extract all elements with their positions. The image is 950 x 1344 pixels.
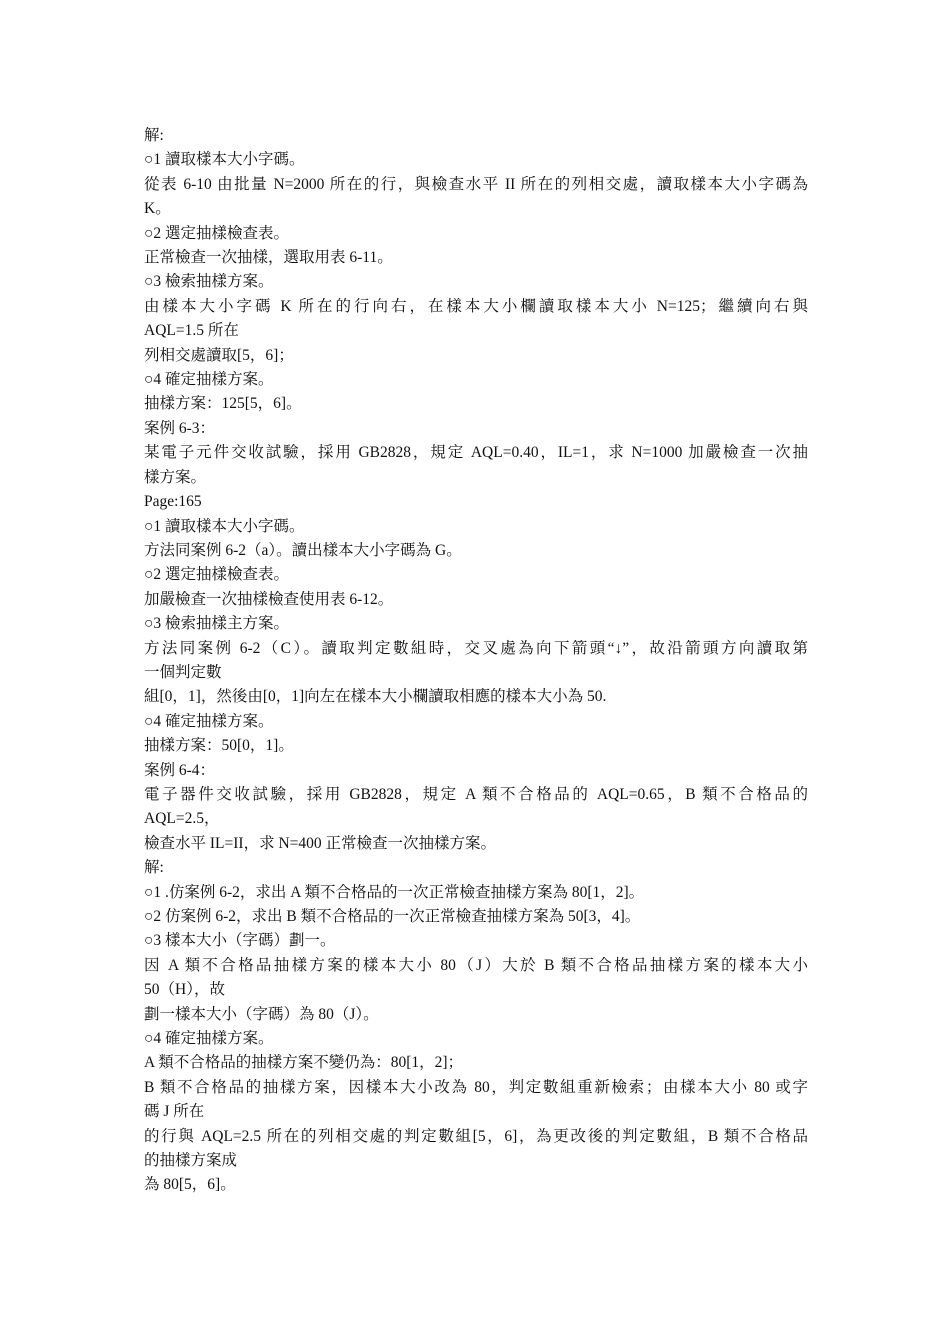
- text-line: 的抽樣方案成: [144, 1152, 238, 1170]
- text-line: ○1 .仿案例 6-2，求出 A 類不合格品的一次正常檢查抽樣方案為 80[1，2]。: [144, 883, 645, 901]
- text-line: ○4 確定抽樣方案。: [144, 1030, 274, 1048]
- text-line: 檢查水平 IL=II，求 N=400 正常檢查一次抽樣方案。: [144, 834, 497, 852]
- text-line: 解:: [144, 859, 164, 877]
- text-line: 組[0，1]，然後由[0，1]向左在樣本大小欄讀取相應的樣本大小為 50.: [144, 688, 607, 706]
- text-line: 方法同案例 6-2（a）。讀出樣本大小字碼為 G。: [144, 541, 462, 559]
- text-line: B 類不合格品的抽樣方案，因樣本大小改為 80，判定數組重新檢索；由樣本大小 80 或字: [144, 1078, 808, 1096]
- text-line: 列相交處讀取[5，6]；: [144, 346, 294, 364]
- text-line: ○2 仿案例 6-2，求出 B 類不合格品的一次正常檢查抽樣方案為 50[3，4]。: [144, 908, 641, 925]
- text-line: A 類不合格品的抽樣方案不變仍為：80[1，2]；: [144, 1054, 464, 1072]
- text-line: AQL=2.5，: [144, 810, 220, 828]
- text-line: 樣方案。: [144, 468, 207, 486]
- text-line: ○1 讀取樣本大小字碼。: [144, 517, 305, 535]
- text-line: 劃一樣本大小（字碼）為 80（J）。: [144, 1005, 379, 1023]
- text-line: 抽樣方案：125[5，6]。: [144, 395, 302, 413]
- document-page: [144, 124, 808, 1198]
- text-line: 的行與 AQL=2.5 所在的列相交處的判定數組[5，6]，為更改後的判定數組，B 類不合格品: [144, 1127, 808, 1145]
- text-line: 因 A 類不合格品抽樣方案的樣本大小 80（J）大於 B 類不合格品抽樣方案的樣本大小: [144, 956, 808, 974]
- text-line: ○3 檢索抽樣主方案。: [144, 615, 289, 633]
- text-line: 案例 6-4：: [144, 761, 216, 779]
- text-line: K。: [144, 200, 171, 218]
- text-line: ○3 樣本大小（字碼）劃一。: [144, 932, 336, 950]
- text-line: ○4 確定抽樣方案。: [144, 371, 274, 389]
- text-line: 50（H），故: [144, 981, 225, 999]
- text-line: ○3 檢索抽樣方案。: [144, 273, 274, 291]
- text-line: AQL=1.5 所在: [144, 322, 239, 340]
- text-line: 為 80[5，6]。: [144, 1176, 236, 1194]
- text-line: ○4 確定抽樣方案。: [144, 712, 274, 730]
- text-line: 某電子元件交收試驗，採用 GB2828，規定 AQL=0.40，IL=1，求 N=1000 加嚴檢查一次抽: [144, 444, 808, 462]
- text-line: 抽樣方案：50[0，1]。: [144, 737, 294, 755]
- text-line: ○1 讀取樣本大小字碼。: [144, 151, 305, 169]
- text-line: 從表 6-10 由批量 N=2000 所在的行，與檢查水平 II 所在的列相交處，讀取樣本大小字碼為: [144, 175, 808, 193]
- text-line: 電子器件交收試驗，採用 GB2828，規定 A 類不合格品的 AQL=0.65，B 類不合格品的: [144, 785, 808, 803]
- text-line: 案例 6-3：: [144, 419, 216, 437]
- text-line: 方法同案例 6-2（C）。讀取判定數組時，交叉處為向下箭頭“↓”，故沿箭頭方向讀取第: [144, 639, 808, 657]
- text-line: 由樣本大小字碼 K 所在的行向右，在樣本大小欄讀取樣本大小 N=125；繼續向右與: [144, 297, 808, 315]
- text-line: ○2 選定抽樣檢查表。: [144, 566, 289, 584]
- text-line: 正常檢查一次抽樣，選取用表 6-11。: [144, 249, 393, 267]
- text-line: 加嚴檢查一次抽樣檢查使用表 6-12。: [144, 590, 394, 608]
- text-line: 一個判定數: [144, 663, 222, 681]
- text-line: ○2 選定抽樣檢查表。: [144, 224, 289, 242]
- page-marker: Page:165: [144, 493, 202, 511]
- text-line: 解:: [144, 127, 164, 144]
- text-line: 碼 J 所在: [144, 1103, 205, 1121]
